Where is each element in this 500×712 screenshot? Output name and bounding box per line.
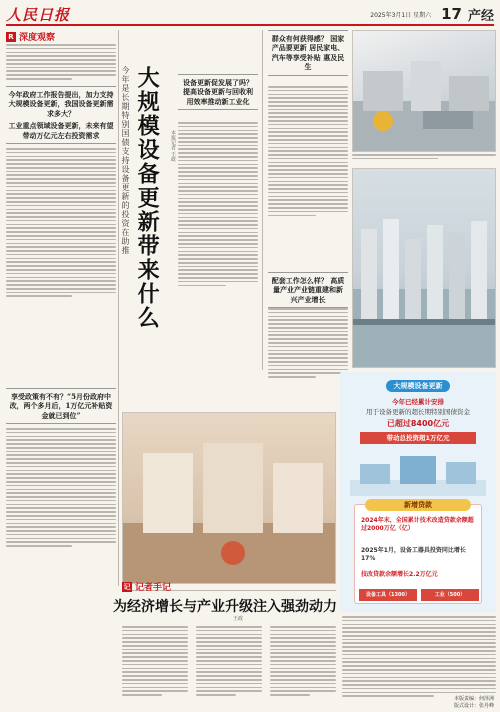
infographic-title: 大规模设备更新: [386, 380, 450, 392]
factory-illustration: [353, 31, 496, 152]
q2-heading: 享受政策有不有？“5月份政府中改，两个多月后，1万亿元补贴资金就已到位”: [9, 392, 113, 420]
right-q-heading: 群众有何获得感？ 国家产品要更新 居民家电、汽车等享受补贴 惠及民生: [271, 34, 345, 72]
left-column-body-2: [6, 428, 116, 547]
column-divider: [118, 30, 119, 586]
factory-photo-middle: [352, 168, 496, 368]
feature-photo-lower: [122, 412, 336, 584]
right-column-body-1: [268, 86, 348, 216]
loan-stat-b: 2025年1月，设备工器具投资同比增长17%: [361, 547, 466, 563]
feature-title: 大规模设备更新带来什么: [134, 66, 161, 330]
workshop-illustration: [123, 413, 336, 584]
q1-box: [6, 86, 116, 144]
bottom-col-3: [270, 626, 336, 696]
factory-photo-top: [352, 30, 496, 152]
middle-q-heading: 设备更新促发展了吗？提高设备更新与回收利用效率推动新工业化: [183, 78, 253, 106]
loan-stat-a: 2024年末，全国累计技术改造贷款余额超过2000万亿（亿）: [361, 517, 474, 533]
page-number: 17: [441, 5, 462, 23]
newspaper-logo: 人民日报: [6, 5, 71, 24]
loan-stat-c: 技改贷款余额增长2.2万亿元: [361, 571, 438, 578]
feature-byline: 本报记者 王政: [170, 130, 176, 162]
left-column-intro: [6, 44, 116, 80]
feature-subtitle: 今年是长期特别国债支持设备更新的投资在助推: [121, 66, 130, 255]
infographic: [340, 372, 496, 612]
loan-box-title: 新增贷款: [365, 499, 471, 511]
left-column-body-1: [6, 148, 116, 297]
bottom-author: 王政: [232, 616, 243, 622]
infographic-line1: 今年已经累计安排: [392, 398, 444, 406]
infographic-line3: 已超过8400亿元: [386, 419, 450, 428]
right-column-body-2: [268, 308, 348, 378]
masthead: [6, 4, 494, 26]
text-block: [6, 44, 116, 80]
q1-subheading: 工业重点领域设备更新，未来有望带动万亿元左右投资需求: [8, 121, 114, 140]
reporter-note-label-text: 记者手记: [135, 583, 172, 593]
bottom-right-column: [342, 616, 496, 697]
bottom-headline: 为经济增长与产业升级注入强劲动力: [113, 599, 337, 615]
infographic-line2: 用于设备更新的超长期特别国债资金: [366, 408, 470, 416]
production-line-illustration: [353, 169, 496, 368]
bottom-col-1: [122, 626, 188, 696]
reporter-note-label: [122, 580, 171, 593]
q1-heading: 今年政府工作报告提出，加力支持大规模设备更新，我国设备更新需求多大？: [8, 90, 114, 118]
section-name: 产经: [467, 8, 494, 24]
right-q-box: [268, 30, 348, 76]
photo-caption-top: [352, 154, 496, 159]
masthead-meta: [370, 5, 494, 24]
column-divider: [262, 30, 263, 370]
right-q2-heading: 配套工作怎么样？ 高质量产业产业链重建和新兴产业增长: [271, 276, 345, 304]
band-right: 工业（500）: [421, 589, 479, 601]
infographic-band: 带动总投资超1万亿元: [360, 432, 476, 444]
editor-credit: 本版责编：何泽洲 版式设计：张丹峰: [453, 696, 494, 709]
q2-box: [6, 388, 116, 424]
bottom-col-2: [196, 626, 262, 696]
section-badge: R: [6, 32, 16, 42]
right-q2-box: [268, 272, 348, 308]
deep-column-label: [6, 30, 55, 43]
loan-box: [354, 501, 482, 604]
middle-column-body: [178, 122, 258, 286]
middle-q-box: [178, 74, 258, 110]
section-badge: 记: [123, 582, 131, 591]
band-left: 设备工具（1300）: [359, 589, 417, 601]
feature-title-block: [120, 66, 168, 406]
issue-date: 2025年3月1日 星期六: [370, 11, 432, 19]
equipment-illustration: [350, 450, 486, 496]
deep-column-label-text: 深度观察: [19, 33, 56, 43]
